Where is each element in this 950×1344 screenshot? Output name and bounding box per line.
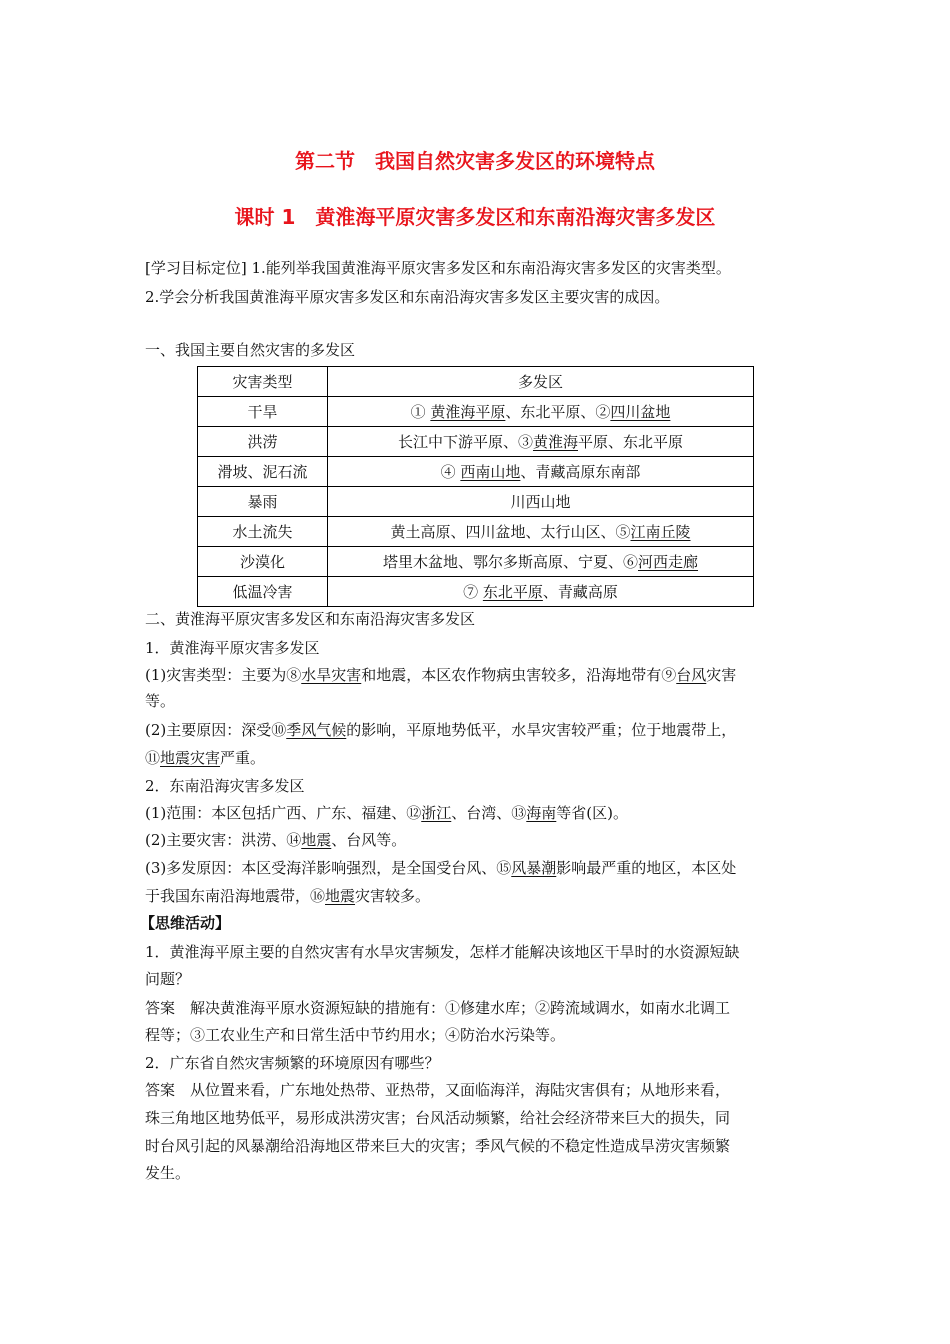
text: ① xyxy=(410,403,431,421)
question-1-cont: 问题？ xyxy=(145,970,191,988)
objectives-label: [学习目标定位] xyxy=(145,259,247,277)
table-header-cell: 多发区 xyxy=(328,367,754,397)
text: 黄土高原、四川盆地、太行山区、⑤ xyxy=(390,523,631,541)
text: (2)主要灾害：洪涝、⑭ xyxy=(145,831,302,849)
text: 灾害 xyxy=(706,666,737,684)
region-cell xyxy=(328,487,754,517)
answer-blank: 水旱灾害 xyxy=(301,666,362,684)
text: 和地震，本区农作物病虫害较多，沿海地带有⑨ xyxy=(361,666,677,684)
answer-blank: 四川盆地 xyxy=(610,403,671,421)
text: 灾害较多。 xyxy=(355,887,431,905)
section1-heading: 一、我国主要自然灾害的多发区 xyxy=(145,341,356,359)
text: 严重。 xyxy=(220,749,266,767)
disaster-type-cell: 低温冷害 xyxy=(198,577,328,607)
table-row xyxy=(198,547,754,577)
answer-blank: 江南丘陵 xyxy=(630,523,691,541)
text: 川西山地 xyxy=(510,493,571,511)
disaster-type-cell: 沙漠化 xyxy=(198,547,328,577)
paragraph xyxy=(145,803,815,823)
answer-2-cont: 珠三角地区地势低平，易形成洪涝灾害；台风活动频繁，给社会经济带来巨大的损失，同 xyxy=(145,1109,731,1127)
table-row xyxy=(198,517,754,547)
objectives-line-1 xyxy=(145,258,815,278)
region-cell xyxy=(328,517,754,547)
paragraph xyxy=(145,830,815,850)
table-row xyxy=(198,397,754,427)
text: (1)范围：本区包括广西、广东、福建、⑫ xyxy=(145,804,422,822)
region-cell xyxy=(328,457,754,487)
lesson-title: 课时 1 黄淮海平原灾害多发区和东南沿海灾害多发区 xyxy=(234,205,716,229)
text: 、青藏高原 xyxy=(542,583,618,601)
text: 塔里木盆地、鄂尔多斯高原、宁夏、⑥ xyxy=(382,553,638,571)
paragraph xyxy=(145,886,815,906)
answer-blank: 地震灾害 xyxy=(160,749,221,767)
region-cell xyxy=(328,547,754,577)
text: (1)灾害类型：主要为⑧ xyxy=(145,666,302,684)
text: 平原、东北平原 xyxy=(578,433,684,451)
text: 的影响，平原地势低平，水旱灾害较严重；位于地震带上， xyxy=(346,721,737,739)
table-row xyxy=(198,487,754,517)
text: ⑪ xyxy=(145,749,161,767)
disaster-type-cell: 水土流失 xyxy=(198,517,328,547)
answer-blank: 东北平原 xyxy=(482,583,543,601)
section2-heading: 二、黄淮海平原灾害多发区和东南沿海灾害多发区 xyxy=(145,610,476,628)
subsection-2-heading: 2．东南沿海灾害多发区 xyxy=(145,777,305,795)
paragraph xyxy=(145,665,815,685)
answer-2-cont: 发生。 xyxy=(145,1164,191,1182)
text: 、青藏高原东南部 xyxy=(520,463,641,481)
question-1: 1．黄淮海平原主要的自然灾害有水旱灾害频发，怎样才能解决该地区干旱时的水资源短缺 xyxy=(145,943,740,961)
answer-blank: 海南 xyxy=(526,804,557,822)
text: (2)主要原因：深受⑩ xyxy=(145,721,287,739)
section-title: 第二节 我国自然灾害多发区的环境特点 xyxy=(295,149,655,173)
subsection-1-heading: 1．黄淮海平原灾害多发区 xyxy=(145,639,320,657)
text: 等省(区)。 xyxy=(556,804,629,822)
disaster-type-cell: 干旱 xyxy=(198,397,328,427)
table-row xyxy=(198,457,754,487)
answer-2-cont: 时台风引起的风暴潮给沿海地区带来巨大的灾害；季风气候的不稳定性造成旱涝灾害频繁 xyxy=(145,1137,731,1155)
table-row xyxy=(198,427,754,457)
question-2: 2．广东省自然灾害频繁的环境原因有哪些？ xyxy=(145,1054,440,1072)
table-header-cell: 灾害类型 xyxy=(198,367,328,397)
thinking-heading: 【思维活动】 xyxy=(140,914,231,932)
disaster-type-cell: 洪涝 xyxy=(198,427,328,457)
table-header-row xyxy=(198,367,754,397)
answer-blank: 浙江 xyxy=(421,804,452,822)
disaster-region-table xyxy=(197,366,754,607)
answer-2: 答案 从位置来看，广东地处热带、亚热带，又面临海洋，海陆灾害俱有；从地形来看， xyxy=(145,1081,731,1099)
answer-1-cont: 程等；③工农业生产和日常生活中节约用水；④防治水污染等。 xyxy=(145,1026,566,1044)
answer-blank: 台风 xyxy=(676,666,707,684)
answer-blank: 风暴潮 xyxy=(511,859,557,877)
answer-blank: 黄淮海 xyxy=(532,433,578,451)
text: 、台风等。 xyxy=(331,831,407,849)
text: ⑦ xyxy=(463,583,483,601)
disaster-type-cell: 暴雨 xyxy=(198,487,328,517)
paragraph xyxy=(145,720,815,740)
text: (3)多发原因：本区受海洋影响强烈，是全国受台风、⑮ xyxy=(145,859,512,877)
text: 影响最严重的地区，本区处 xyxy=(556,859,737,877)
answer-blank: 季风气候 xyxy=(286,721,347,739)
objective-2: 2.学会分析我国黄淮海平原灾害多发区和东南沿海灾害多发区主要灾害的成因。 xyxy=(145,288,670,306)
objective-1: 1.能列举我国黄淮海平原灾害多发区和东南沿海灾害多发区的灾害类型。 xyxy=(251,259,731,277)
region-cell xyxy=(328,397,754,427)
paragraph xyxy=(145,748,815,768)
paragraph xyxy=(145,858,815,878)
region-cell xyxy=(328,577,754,607)
answer-1: 答案 解决黄淮海平原水资源短缺的措施有：①修建水库；②跨流域调水，如南水北调工 xyxy=(145,999,731,1017)
text: 、台湾、⑬ xyxy=(451,804,527,822)
answer-blank: 黄淮海平原 xyxy=(430,403,506,421)
region-cell xyxy=(328,427,754,457)
answer-blank: 西南山地 xyxy=(460,463,521,481)
text: 于我国东南沿海地震带，⑯ xyxy=(145,887,326,905)
table-row xyxy=(198,577,754,607)
paragraph: 等。 xyxy=(145,692,176,710)
text: 、东北平原、② xyxy=(505,403,611,421)
text: 长江中下游平原、③ xyxy=(397,433,533,451)
answer-blank: 地震 xyxy=(325,887,356,905)
disaster-type-cell: 滑坡、泥石流 xyxy=(198,457,328,487)
answer-blank: 地震 xyxy=(301,831,332,849)
answer-blank: 河西走廊 xyxy=(638,553,699,571)
text: ④ xyxy=(440,463,461,481)
